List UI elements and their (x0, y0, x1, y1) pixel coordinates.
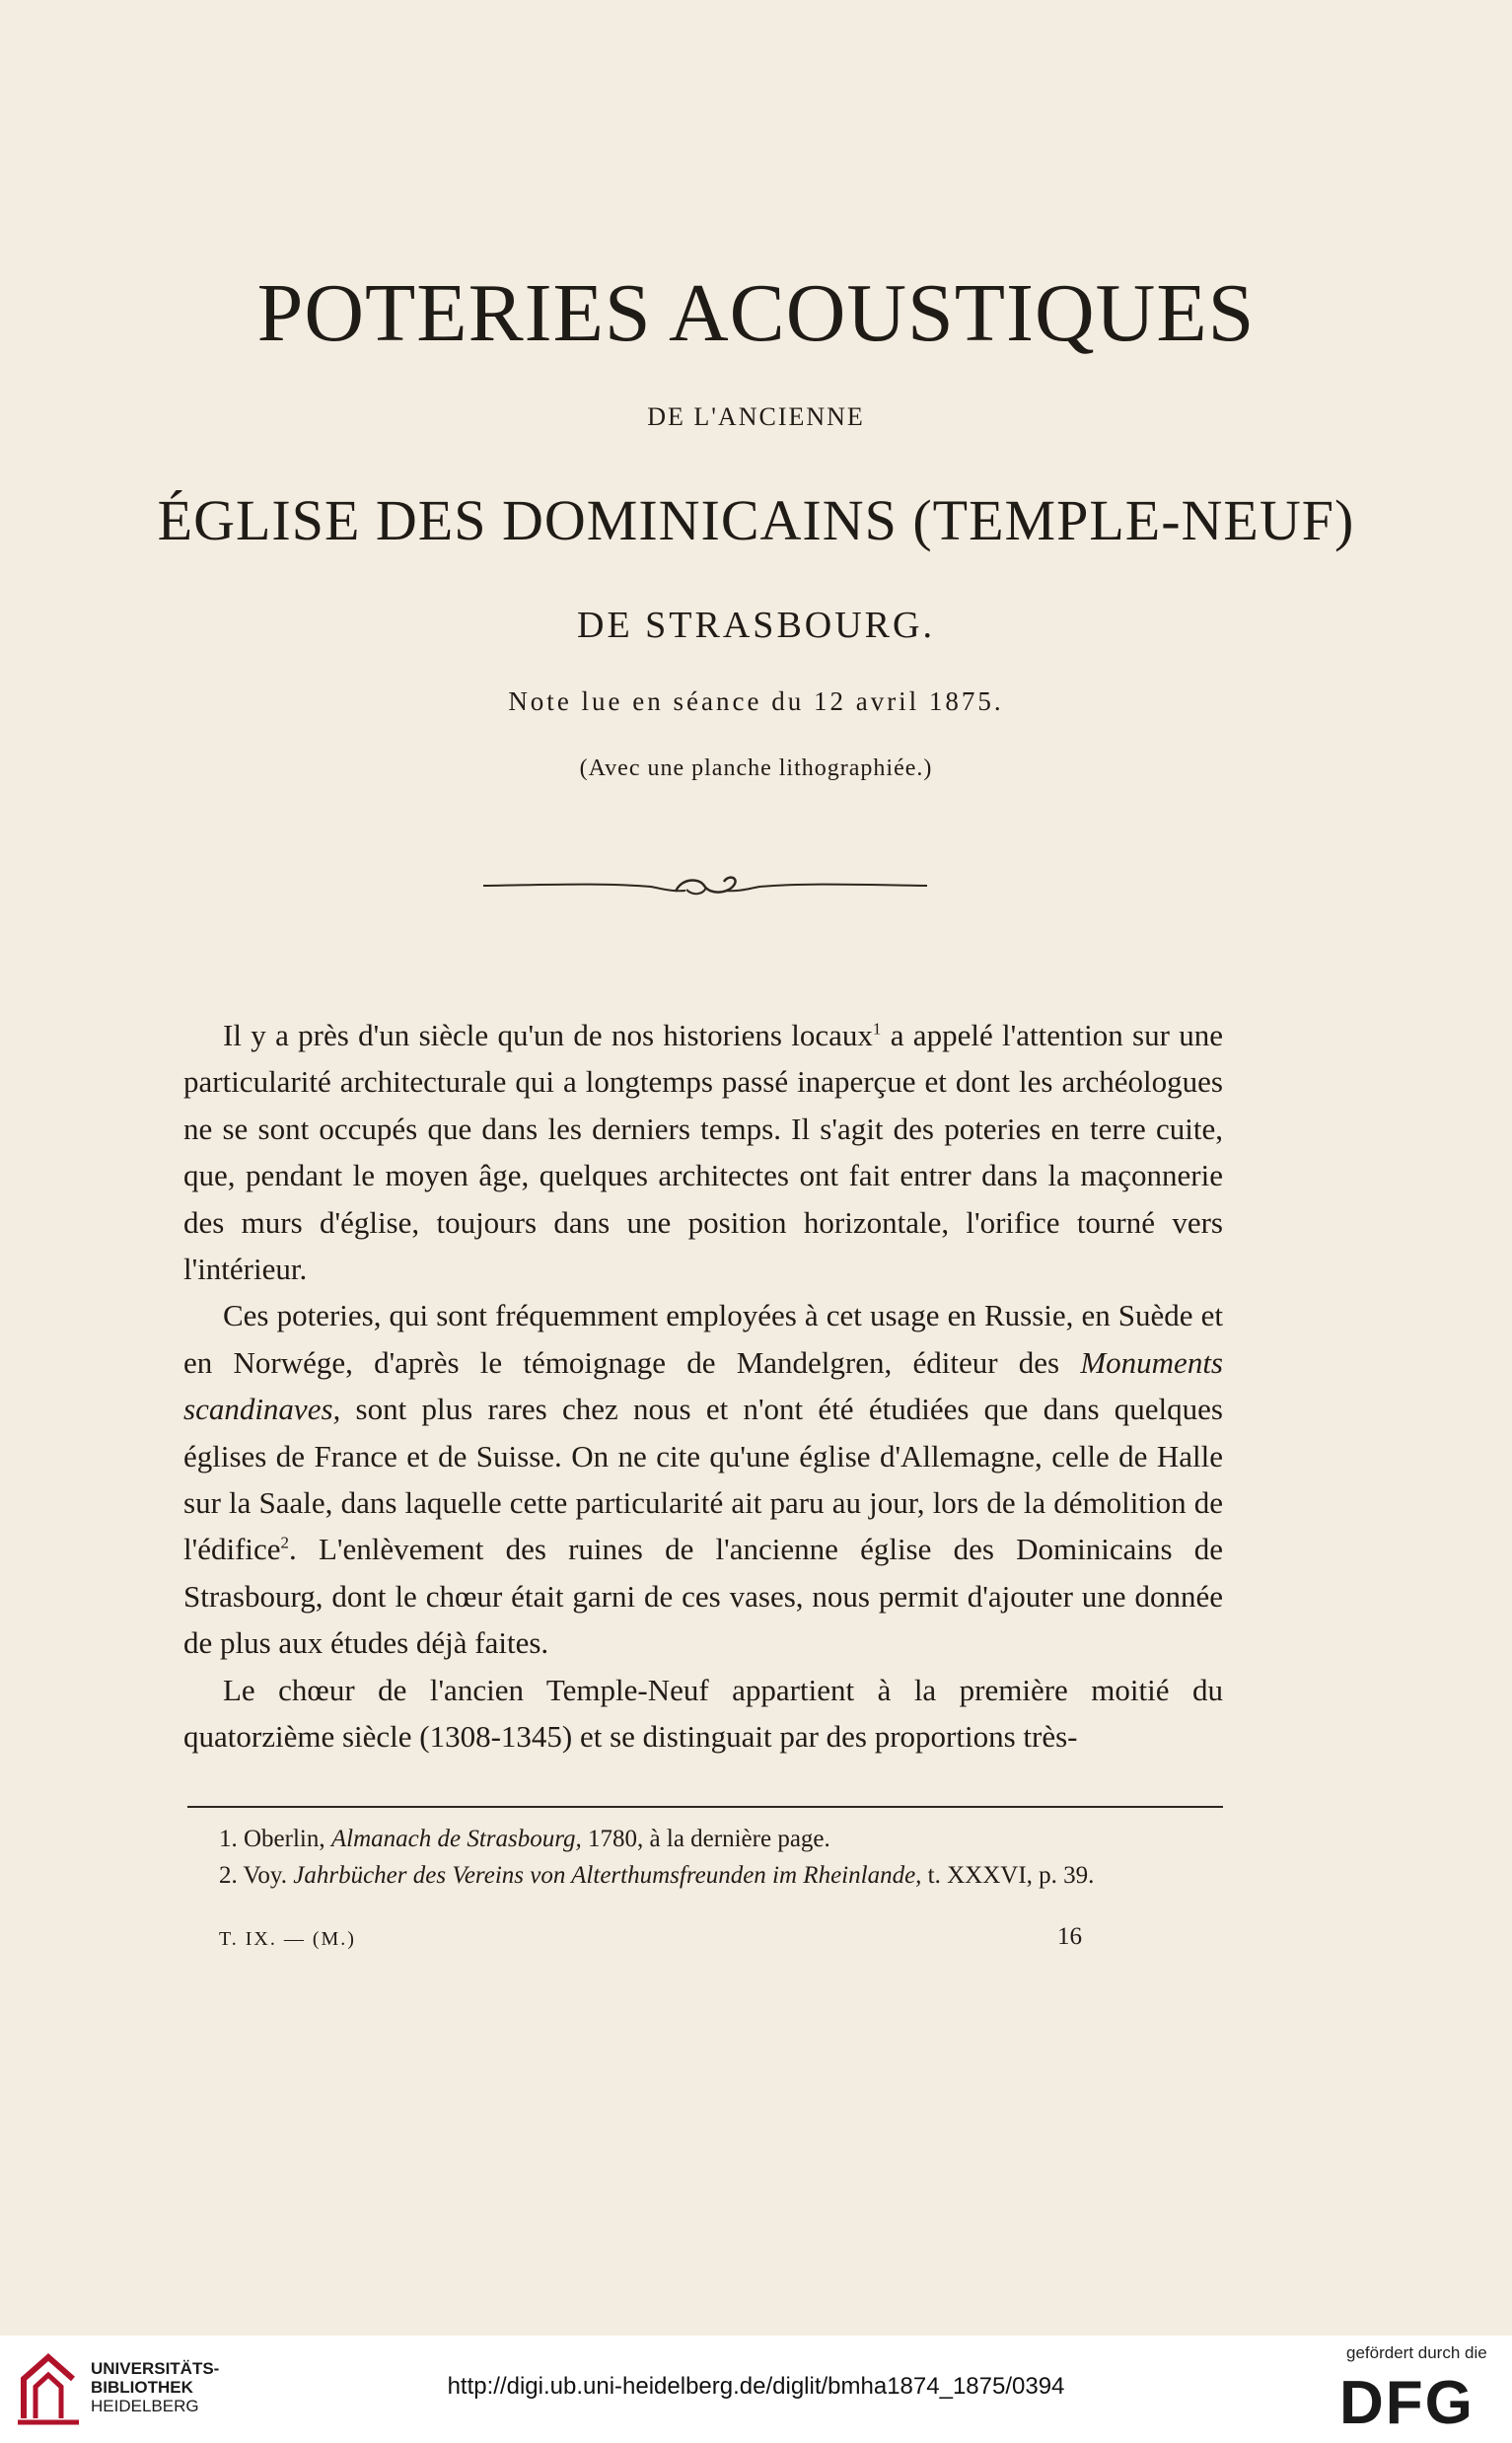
ornament-divider (483, 866, 927, 905)
paragraph-2: Ces poteries, qui sont fréquemment employées à cet usage en Russie, en Suède et en Norwége, d'après le témoignage de Mandelgren, éditeur des Monuments scandinaves, sont plus rares chez nous et n'ont été étudiées que dans quelques églises de France et de Suisse. On ne cite qu'une église d'Allemagne, celle de Halle sur la Saale, dans laquelle cette particularité ait paru au jour, lors de la démolition de l'édifice$^2$. L'enlèvement des ruines de l'ancienne église des Dominicains de Strasbourg, dont le chœur était garni de ces vases, nous permit d'ajouter une donnée de plus aux études déjà faites. (183, 1298, 1223, 1661)
digitization-footer (0, 2335, 1512, 2443)
city-title: DE STRASBOURG. (577, 605, 935, 646)
article-title: POTERIES ACOUSTIQUES (256, 267, 1256, 359)
title-connector: DE L'ANCIENNE (647, 402, 865, 431)
footnote-1: 1. Oberlin, Almanach de Strasbourg, 1780, à la dernière page. (219, 1826, 830, 1852)
library-name: UNIVERSITÄTS- BIBLIOTHEK HEIDELBERG (91, 2359, 220, 2415)
volume-signature: T. IX. — (M.) (219, 1928, 356, 1950)
footnote-rule (187, 1806, 1223, 1808)
paragraph-3: Le chœur de l'ancien Temple-Neuf appartient à la première moitié du quatorzième siècle (1308-1345) et se distinguait par des proportions très- (183, 1672, 1223, 1755)
permalink-url[interactable]: http://digi.ub.uni-heidelberg.de/diglit/bmha1874_1875/0394 (447, 2373, 1065, 2400)
plate-note: (Avec une planche lithographiée.) (579, 755, 933, 781)
funding-caption: gefördert durch die (1346, 2343, 1487, 2362)
session-note: Note lue en séance du 12 avril 1875. (508, 686, 1004, 716)
footnote-ref-1: 1 (872, 1019, 882, 1039)
page-number: 16 (1057, 1923, 1082, 1950)
footnotes (183, 1821, 1223, 1894)
footnote-2: 2. Voy. Jahrbücher des Vereins von Alterthumsfreunden im Rheinlande, t. XXXVI, p. 39. (219, 1862, 1095, 1889)
body-text (183, 1012, 1223, 1760)
paragraph-1: Il y a près d'un siècle qu'un de nos historiens locaux$^1$ a appelé l'attention sur une particularité architecturale qui a longtemps passé inaperçue et dont les archéologues ne se sont occupés que dans les derniers temps. Il s'agit des poteries en terre cuite, que, pendant le moyen âge, quelques architectes ont fait entrer dans la maçonnerie des murs d'église, toujours dans une position horizontale, l'orifice tourné vers l'intérieur. (183, 1018, 1224, 1287)
church-title: ÉGLISE DES DOMINICAINS (TEMPLE-NEUF) (157, 488, 1355, 552)
dfg-logo: DFG (1339, 2369, 1475, 2437)
footnote-ref-2: 2 (280, 1534, 290, 1553)
